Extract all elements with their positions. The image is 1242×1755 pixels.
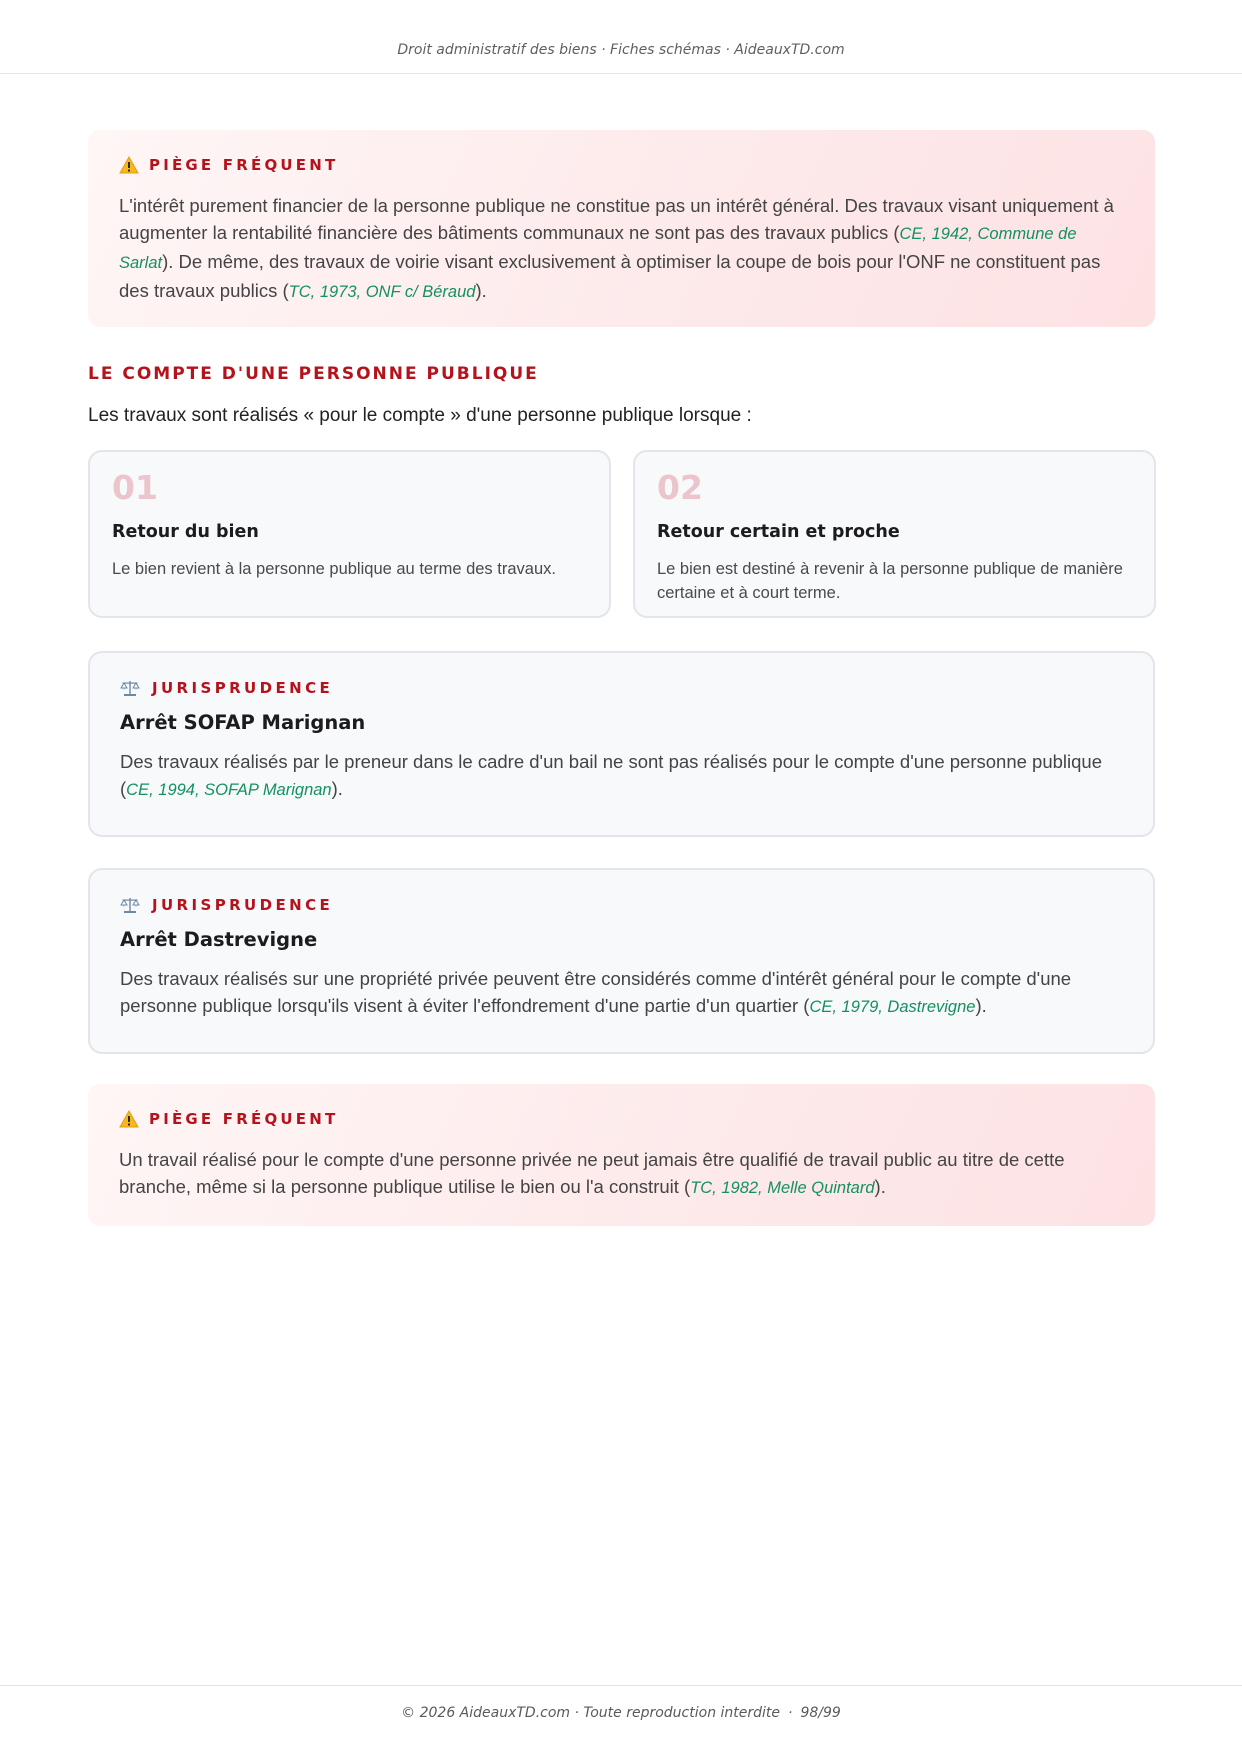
pitfall-text-part: ). De même, des travaux de voirie visant exclusivement à optimiser la coupe de bois pour l'ONF ne constituent pas des travaux publics (	[119, 251, 1101, 301]
jurisprudence-text-part: ).	[331, 778, 343, 799]
step-number: 01	[112, 468, 158, 507]
citation: TC, 1982, Melle Quintard	[690, 1179, 875, 1197]
jurisprudence-text-part: ).	[975, 995, 987, 1016]
pitfall-callout-1	[88, 130, 1155, 327]
jurisprudence-text-part: Des travaux réalisés par le preneur dans le cadre d'un bail ne sont pas réalisés pour le compte d'une personne publique (	[120, 751, 1102, 799]
section-intro: Les travaux sont réalisés « pour le compte » d'une personne publique lorsque :	[88, 405, 752, 426]
step-description: Le bien est destiné à revenir à la personne publique de manière certaine et à court terme.	[657, 560, 1123, 602]
pitfall-label-text: PIÈGE FRÉQUENT	[149, 1110, 339, 1128]
pitfall-text-part: ).	[874, 1176, 886, 1197]
jurisprudence-label	[120, 679, 1123, 697]
pitfall-label	[119, 156, 1125, 174]
step-card-1	[88, 450, 611, 618]
step-card-2	[633, 450, 1156, 618]
section-heading: LE COMPTE D'UNE PERSONNE PUBLIQUE	[88, 364, 539, 384]
scales-icon	[120, 679, 140, 697]
citation: CE, 1994, SOFAP Marignan	[126, 781, 332, 799]
citation: TC, 1973, ONF c/ Béraud	[288, 283, 476, 301]
page-number: 98/99	[800, 1705, 841, 1721]
warning-icon	[119, 156, 139, 174]
step-title: Retour du bien	[112, 522, 259, 542]
header-text: Droit administratif des biens · Fiches schémas · AideauxTD.com	[397, 42, 845, 58]
step-title: Retour certain et proche	[657, 522, 900, 542]
jurisprudence-text	[120, 965, 1123, 1021]
pitfall-text-part: Un travail réalisé pour le compte d'une personne privée ne peut jamais être qualifié de travail public au titre de cette branche, même si la personne publique utilise le bien ou l'a construit (	[119, 1149, 1065, 1197]
pitfall-label	[119, 1110, 1125, 1128]
page-header	[0, 0, 1242, 74]
jurisprudence-card-2	[88, 868, 1155, 1054]
step-number: 02	[657, 468, 703, 507]
pitfall-text	[119, 192, 1125, 306]
page-footer	[0, 1685, 1242, 1755]
jurisprudence-label-text: JURISPRUDENCE	[152, 679, 334, 697]
jurisprudence-title: Arrêt Dastrevigne	[120, 928, 318, 951]
pitfall-text	[119, 1146, 1125, 1202]
jurisprudence-text	[120, 748, 1123, 804]
warning-icon	[119, 1110, 139, 1128]
jurisprudence-label-text: JURISPRUDENCE	[152, 896, 334, 914]
pitfall-callout-2	[88, 1084, 1155, 1226]
pitfall-text-part: ).	[475, 280, 487, 301]
scales-icon	[120, 896, 140, 914]
step-description: Le bien revient à la personne publique au terme des travaux.	[112, 560, 556, 578]
pitfall-text-part: L'intérêt purement financier de la personne publique ne constitue pas un intérêt général. Des travaux visant uniquement à augmenter la rentabilité financière des bâtiments communaux ne sont pas des travaux publics (	[119, 195, 1114, 243]
jurisprudence-title: Arrêt SOFAP Marignan	[120, 711, 366, 734]
citation: CE, 1942, Commune de Sarlat	[119, 225, 1077, 272]
jurisprudence-card-1	[88, 651, 1155, 837]
pitfall-label-text: PIÈGE FRÉQUENT	[149, 156, 339, 174]
footer-text	[401, 1705, 841, 1721]
citation: CE, 1979, Dastrevigne	[809, 998, 976, 1016]
jurisprudence-text-part: Des travaux réalisés sur une propriété privée peuvent être considérés comme d'intérêt général pour le compte d'une personne publique lorsqu'ils visent à éviter l'effondrement d'une partie d'un quartier (	[120, 968, 1072, 1016]
jurisprudence-label	[120, 896, 1123, 914]
footer-copyright: © 2026 AideauxTD.com · Toute reproduction interdite	[401, 1705, 781, 1721]
footer-separator: ·	[788, 1705, 793, 1721]
